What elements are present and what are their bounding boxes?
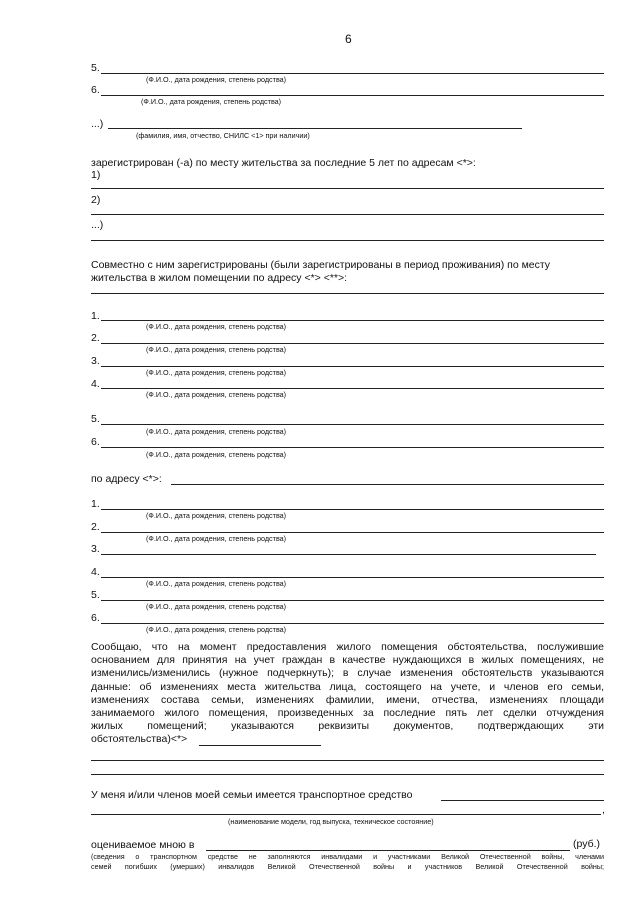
fill-line[interactable] — [101, 388, 604, 389]
list-number: 5. — [91, 413, 100, 425]
notice-line: занимаемого жилого помещения, произведенных за последние пять лет сделки отчуждения — [91, 707, 604, 720]
fill-line[interactable] — [91, 760, 604, 761]
field-caption: (Ф.И.О., дата рождения, степень родства) — [146, 511, 287, 520]
list-number: 1. — [91, 310, 100, 322]
co-registered-line-2: жительства в жилом помещении по адресу <*> <**>: — [91, 272, 348, 284]
vehicle-note — [91, 852, 604, 872]
list-number: 5. — [91, 62, 100, 74]
address-item: 2) — [91, 194, 101, 206]
fill-line[interactable] — [101, 600, 604, 601]
notice-paragraph — [91, 641, 604, 747]
field-caption: (Ф.И.О., дата рождения, степень родства) — [146, 75, 287, 84]
valued-label: оцениваемое мною в — [91, 839, 195, 851]
field-caption: (Ф.И.О., дата рождения, степень родства) — [141, 97, 282, 106]
fill-line[interactable] — [101, 532, 604, 533]
fill-line[interactable] — [91, 293, 604, 294]
co-registered-line-1: Совместно с ним зарегистрированы (были зарегистрированы в период проживания) по месту — [91, 259, 551, 271]
address-item: 1) — [91, 169, 101, 181]
fill-line[interactable] — [91, 240, 604, 241]
field-caption: (Ф.И.О., дата рождения, степень родства) — [146, 625, 287, 634]
list-number: 4. — [91, 566, 100, 578]
fill-line[interactable] — [101, 95, 604, 96]
fill-line[interactable] — [101, 577, 604, 578]
fill-line[interactable] — [206, 850, 570, 851]
fill-line[interactable] — [101, 447, 604, 448]
list-number: 1. — [91, 498, 100, 510]
vehicle-comma: , — [602, 804, 605, 816]
fill-line[interactable] — [101, 424, 604, 425]
fill-line[interactable] — [101, 623, 604, 624]
fill-line[interactable] — [91, 774, 604, 775]
field-caption: (Ф.И.О., дата рождения, степень родства) — [146, 450, 287, 459]
address-item: ...) — [91, 219, 104, 231]
fill-line[interactable] — [101, 343, 604, 344]
notice-line: жилых помещений; указываются реквизиты документов, подтверждающих эти — [91, 720, 604, 733]
page-number: 6 — [345, 32, 352, 46]
notice-line: данные: об изменениях места жительства лица, состоящего на учете, и членов его семьи, — [91, 680, 604, 693]
vehicle-label: У меня и/или членов моей семьи имеется транспортное средство — [91, 789, 413, 801]
registered-heading: зарегистрирован (-а) по месту жительства за последние 5 лет по адресам <*>: — [91, 157, 476, 169]
fill-line[interactable] — [108, 128, 522, 129]
currency-label: (руб.) — [573, 838, 601, 850]
vehicle-caption: (наименование модели, год выпуска, техническое состояние) — [228, 817, 434, 826]
fill-line[interactable] — [101, 366, 604, 367]
field-caption: (Ф.И.О., дата рождения, степень родства) — [146, 322, 287, 331]
list-number: 6. — [91, 436, 100, 448]
field-caption: (фамилия, имя, отчество, СНИЛС <1> при наличии) — [136, 131, 310, 140]
list-number: 3. — [91, 355, 100, 367]
field-caption: (Ф.И.О., дата рождения, степень родства) — [146, 534, 287, 543]
vehicle-note-line: (сведения о транспортном средстве не заполняются инвалидами и участниками Великой Отечественной войны, членами — [91, 852, 604, 861]
list-number: 3. — [91, 543, 100, 555]
field-caption: (Ф.И.О., дата рождения, степень родства) — [146, 579, 287, 588]
list-number: 6. — [91, 612, 100, 624]
field-caption: (Ф.И.О., дата рождения, степень родства) — [146, 602, 287, 611]
fill-line[interactable] — [101, 554, 596, 555]
fill-line[interactable] — [91, 188, 604, 189]
field-caption: (Ф.И.О., дата рождения, степень родства) — [146, 368, 287, 377]
notice-line: основанием для принятия на учет граждан в качестве нуждающихся в жилых помещениях, не — [91, 654, 604, 667]
list-number: 2. — [91, 521, 100, 533]
fill-line[interactable] — [171, 484, 604, 485]
notice-line: Сообщаю, что на момент предоставления жилого помещения обстоятельства, послужившие — [91, 641, 604, 653]
field-caption: (Ф.И.О., дата рождения, степень родства) — [146, 390, 287, 399]
vehicle-note-line: семей погибших (умерших) инвалидов Великой Отечественной войны и участников Великой Отечественной войны; — [91, 862, 604, 871]
list-number: 4. — [91, 378, 100, 390]
notice-line: изменениях состава семьи, изменениях фамилии, имени, отчества, изменениях площади — [91, 693, 604, 706]
field-caption: (Ф.И.О., дата рождения, степень родства) — [146, 345, 287, 354]
fill-line[interactable] — [441, 800, 604, 801]
by-address-label: по адресу <*>: — [91, 473, 162, 485]
fill-line[interactable] — [101, 320, 604, 321]
list-number: ...) — [91, 118, 104, 130]
fill-line[interactable] — [101, 509, 604, 510]
list-number: 5. — [91, 589, 100, 601]
fill-line[interactable] — [101, 73, 604, 74]
field-caption: (Ф.И.О., дата рождения, степень родства) — [146, 427, 287, 436]
list-number: 6. — [91, 84, 100, 96]
list-number: 2. — [91, 332, 100, 344]
fill-line[interactable] — [91, 214, 604, 215]
notice-line: обстоятельства)<*> — [91, 733, 188, 746]
fill-line[interactable] — [91, 814, 601, 815]
fill-line[interactable] — [199, 745, 321, 746]
notice-line: изменились/изменились (нужное подчеркнуть); в случае изменения обстоятельств указываются — [91, 667, 604, 680]
